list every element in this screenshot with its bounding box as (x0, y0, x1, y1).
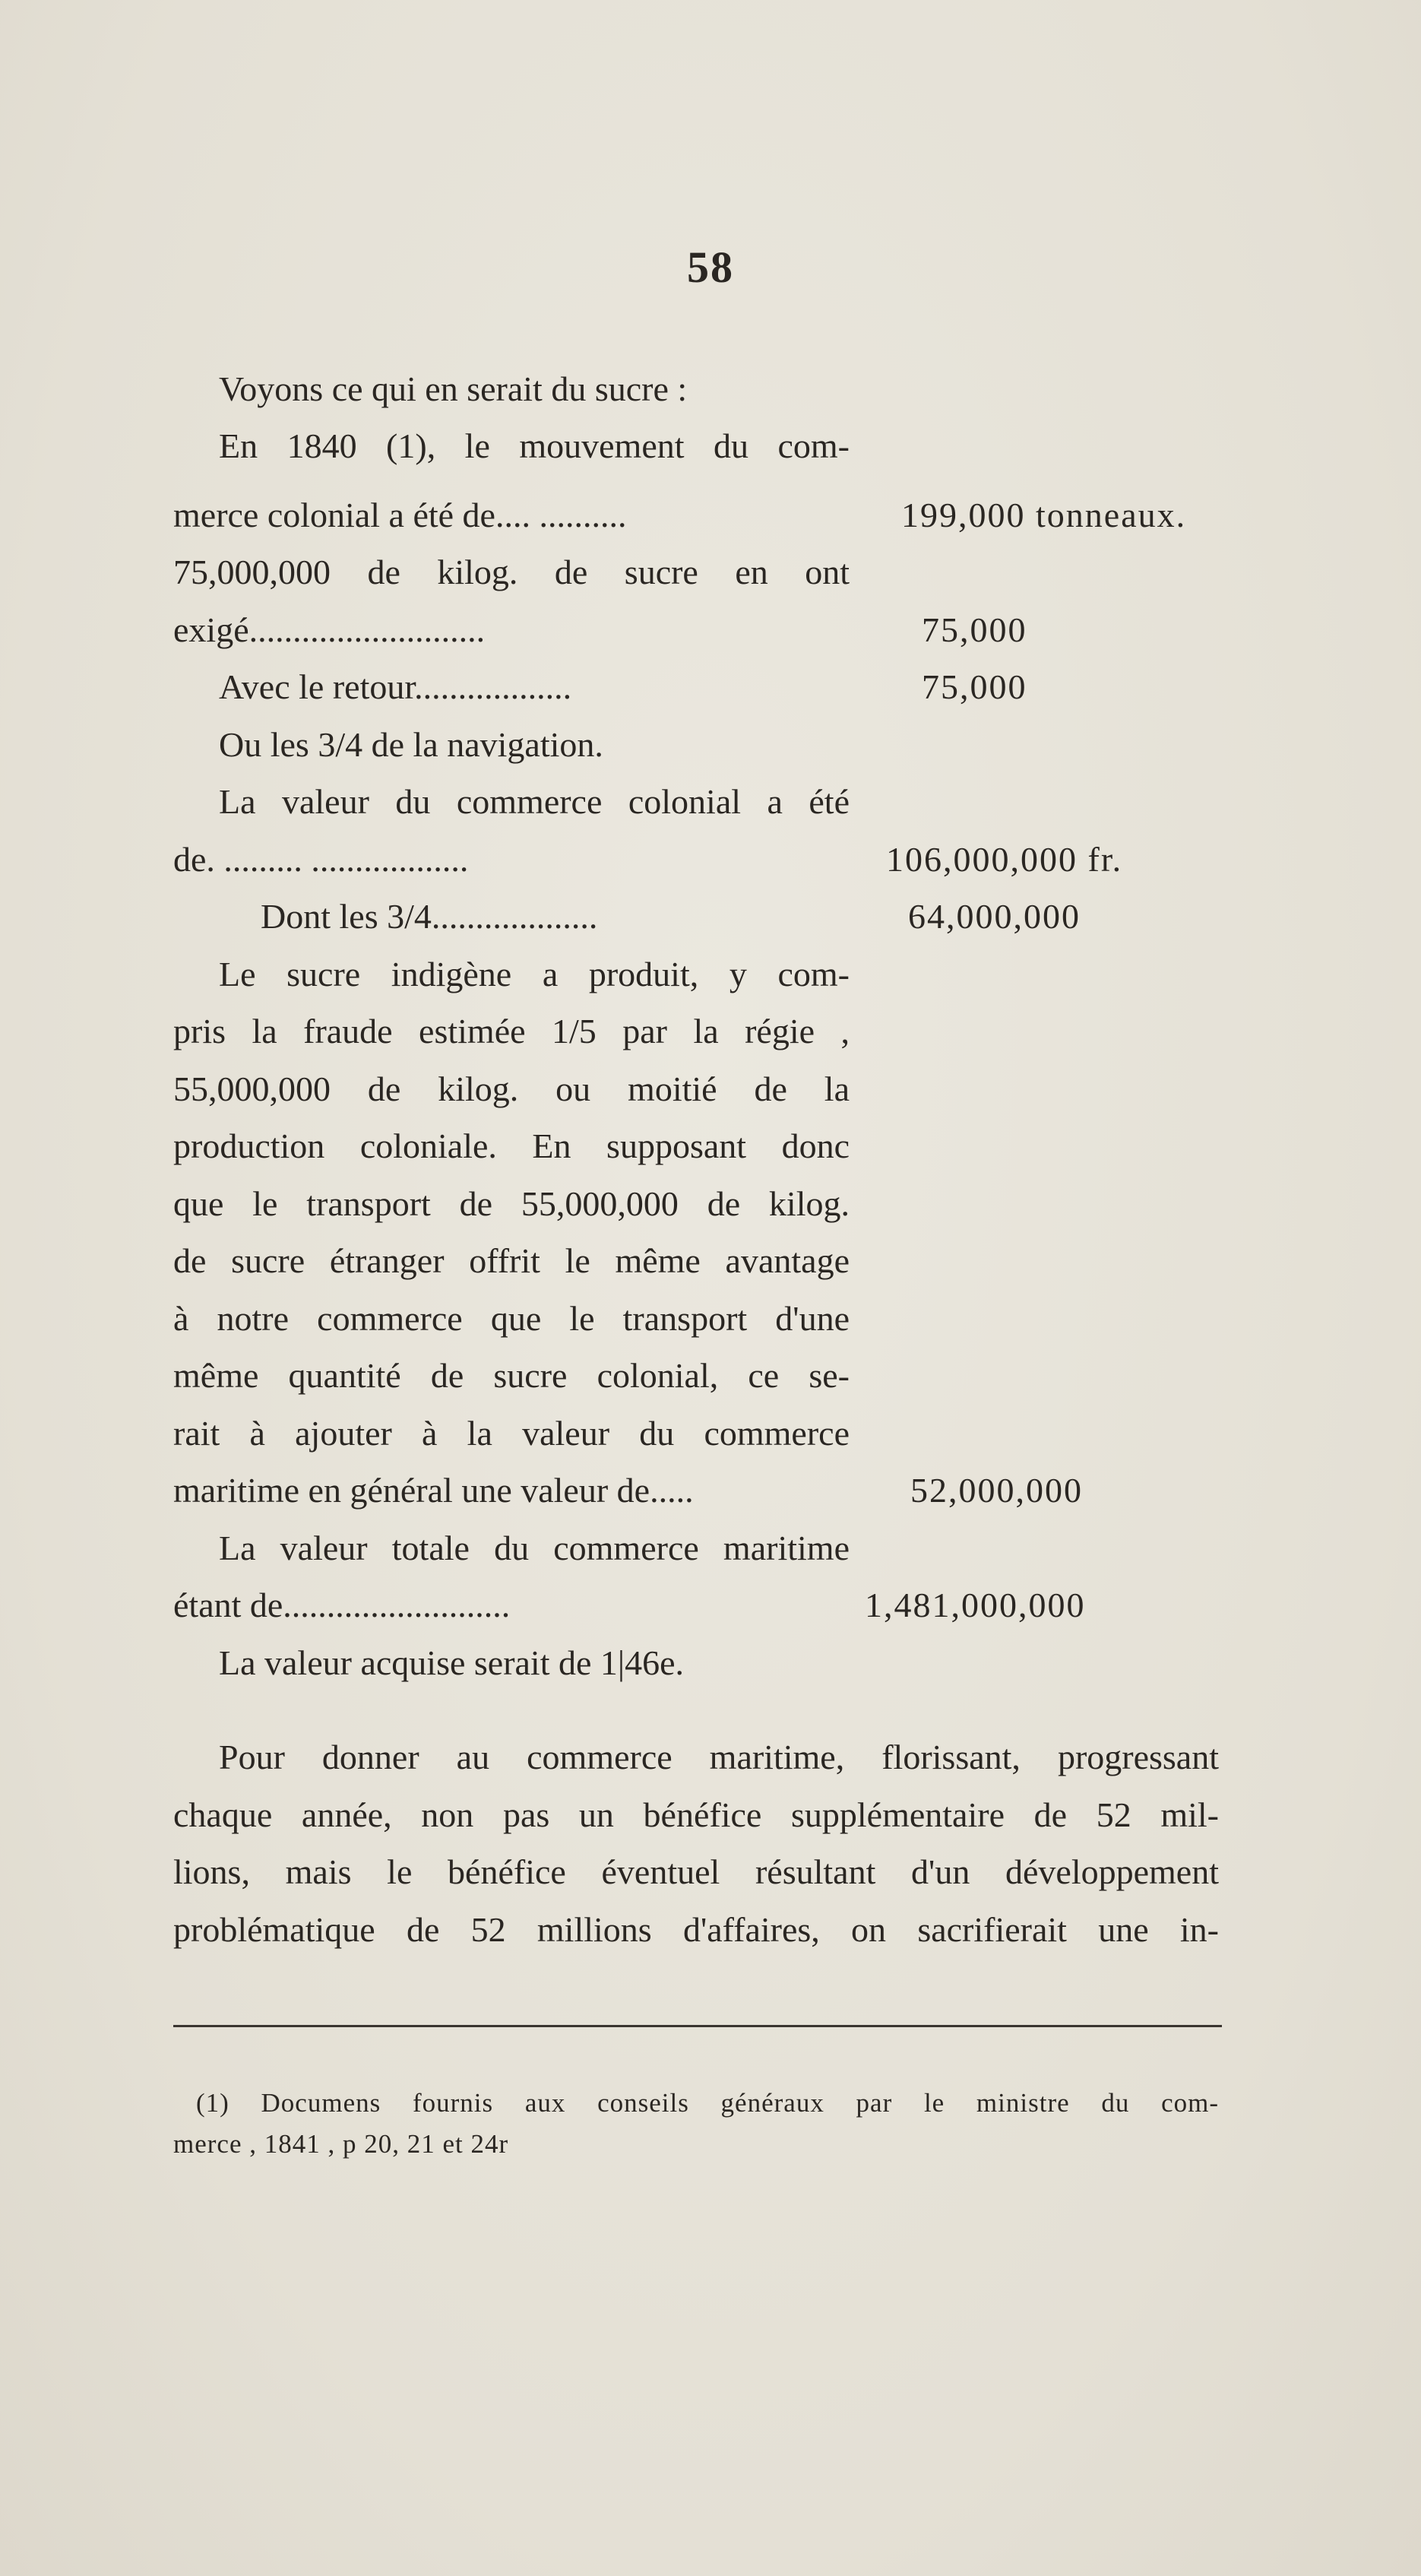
text-line: En 1840 (1), le mouvement du com- (219, 426, 850, 465)
page-number: 58 (687, 242, 734, 292)
text-line: Ou les 3/4 de la navigation. (219, 725, 603, 764)
text-line: de sucre étranger offrit le même avantage (173, 1241, 850, 1280)
ledger-value: 75,000 (922, 610, 1027, 649)
paragraph-line: problématique de 52 millions d'affaires, on sacrifierait une in- (173, 1910, 1219, 1949)
ledger-label: de. ......... .................. (173, 840, 469, 879)
ledger-label: merce colonial a été de.... .......... (173, 496, 627, 534)
ledger-label: Avec le retour.................. (219, 667, 572, 706)
ledger-value: 64,000,000 (908, 897, 1081, 936)
ledger-value: 75,000 (922, 667, 1027, 706)
text-line: pris la fraude estimée 1/5 par la régie , (173, 1012, 850, 1050)
footnote-line: merce , 1841 , p 20, 21 et 24r (173, 2129, 509, 2159)
footnote-rule (173, 2025, 1222, 2027)
text-line: même quantité de sucre colonial, ce se- (173, 1356, 850, 1395)
text-line: à notre commerce que le transport d'une (173, 1299, 850, 1338)
ledger-value: 1,481,000,000 (865, 1586, 1086, 1624)
footnote-line: (1) Documens fournis aux conseils généraux par le ministre du com- (196, 2088, 1219, 2118)
ledger-value: 106,000,000 fr. (886, 840, 1123, 879)
text-line: rait à ajouter à la valeur du commerce (173, 1414, 850, 1453)
ledger-label: exigé........................... (173, 610, 486, 649)
text-line: Voyons ce qui en serait du sucre : (219, 369, 688, 408)
paragraph-line: chaque année, non pas un bénéfice supplémentaire de 52 mil- (173, 1795, 1219, 1834)
text-line: que le transport de 55,000,000 de kilog. (173, 1184, 850, 1223)
text-line: La valeur totale du commerce maritime (219, 1529, 850, 1567)
text-line: 75,000,000 de kilog. de sucre en ont (173, 553, 850, 591)
text-line: 55,000,000 de kilog. ou moitié de la (173, 1069, 850, 1108)
paragraph-line: Pour donner au commerce maritime, florissant, progressant (219, 1738, 1219, 1776)
ledger-value: 199,000 tonneaux. (901, 496, 1187, 534)
ledger-label: Dont les 3/4................... (261, 897, 598, 936)
text-line: La valeur acquise serait de 1|46e. (219, 1643, 685, 1682)
text-line: La valeur du commerce colonial a été (219, 782, 850, 821)
text-line: production coloniale. En supposant donc (173, 1126, 850, 1165)
paragraph-line: lions, mais le bénéfice éventuel résultant d'un développement (173, 1852, 1219, 1891)
text-line: Le sucre indigène a produit, y com- (219, 955, 850, 993)
ledger-label: maritime en général une valeur de..... (173, 1471, 694, 1510)
ledger-value: 52,000,000 (910, 1471, 1083, 1510)
ledger-label: étant de.......................... (173, 1586, 511, 1624)
